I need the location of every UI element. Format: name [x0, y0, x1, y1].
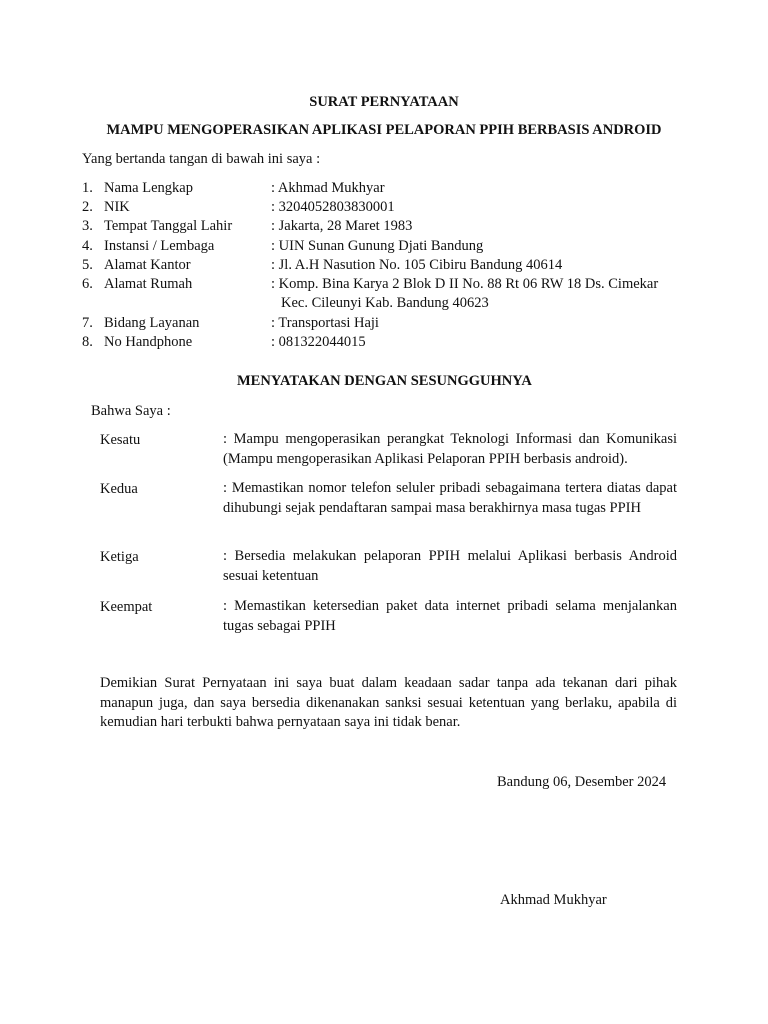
identity-value: : 081322044015	[271, 334, 366, 350]
statement-text: : Memastikan ketersedian paket data internet pribadi selama menjalankan tugas sebagai PPIH	[223, 598, 677, 634]
document-title: SURAT PERNYATAAN	[309, 94, 459, 110]
identity-number: 1.	[82, 180, 93, 196]
statement-text: : Bersedia melakukan pelaporan PPIH melalui Aplikasi berbasis Android sesuai ketentuan	[223, 548, 677, 584]
identity-label: No Handphone	[104, 334, 193, 350]
identity-value: : Jl. A.H Nasution No. 105 Cibiru Bandung 40614	[271, 257, 563, 273]
identity-value: : 3204052803830001	[271, 199, 395, 215]
identity-label: Alamat Kantor	[104, 257, 191, 273]
identity-label: NIK	[104, 199, 130, 215]
identity-value: : Jakarta, 28 Maret 1983	[271, 218, 413, 234]
identity-number: 7.	[82, 315, 93, 331]
identity-label: Alamat Rumah	[104, 276, 193, 292]
statement-text: : Memastikan nomor telefon seluler pribadi sebagaimana tertera diatas dapat dihubungi sejak pendaftaran sampai masa berakhirnya masa tugas PPIH	[223, 480, 677, 516]
identity-value: : Akhmad Mukhyar	[271, 180, 385, 196]
document-subtitle: MAMPU MENGOPERASIKAN APLIKASI PELAPORAN PPIH BERBASIS ANDROID	[106, 122, 662, 138]
statement-key: Kedua	[100, 481, 138, 497]
identity-number: 6.	[82, 276, 93, 292]
identity-number: 2.	[82, 199, 93, 215]
identity-label: Instansi / Lembaga	[104, 238, 215, 254]
identity-value: : Komp. Bina Karya 2 Blok D II No. 88 Rt 06 RW 18 Ds. Cimekar	[271, 276, 659, 292]
signer-name: Akhmad Mukhyar	[500, 892, 607, 908]
bahwa-saya-label: Bahwa Saya :	[91, 403, 171, 419]
identity-value-continuation: Kec. Cileunyi Kab. Bandung 40623	[281, 295, 489, 311]
identity-label: Nama Lengkap	[104, 180, 193, 196]
identity-number: 5.	[82, 257, 93, 273]
identity-value: : UIN Sunan Gunung Djati Bandung	[271, 238, 484, 254]
statement-key: Kesatu	[100, 432, 141, 448]
identity-label: Tempat Tanggal Lahir	[104, 218, 233, 234]
identity-number: 4.	[82, 238, 93, 254]
statement-key: Keempat	[100, 599, 153, 615]
statement-text: : Mampu mengoperasikan perangkat Teknologi Informasi dan Komunikasi (Mampu mengoperasikan Aplikasi Pelaporan PPIH berbasis android).	[223, 431, 677, 467]
place-date: Bandung 06, Desember 2024	[497, 774, 667, 790]
identity-label: Bidang Layanan	[104, 315, 200, 331]
declaration-heading: MENYATAKAN DENGAN SESUNGGUHNYA	[237, 373, 532, 389]
closing-paragraph: Demikian Surat Pernyataan ini saya buat dalam keadaan sadar tanpa ada tekanan dari pihak manapun juga, dan saya bersedia dikenanakan sanksi sesuai ketentuan yang berlaku, apabila di kemudian hari terbukti bahwa pernyataan saya ini tidak benar.	[100, 675, 677, 730]
identity-value: : Transportasi Haji	[271, 315, 379, 331]
identity-number: 8.	[82, 334, 93, 350]
identity-number: 3.	[82, 218, 93, 234]
statement-key: Ketiga	[100, 549, 139, 565]
intro-text: Yang bertanda tangan di bawah ini saya :	[82, 151, 321, 167]
